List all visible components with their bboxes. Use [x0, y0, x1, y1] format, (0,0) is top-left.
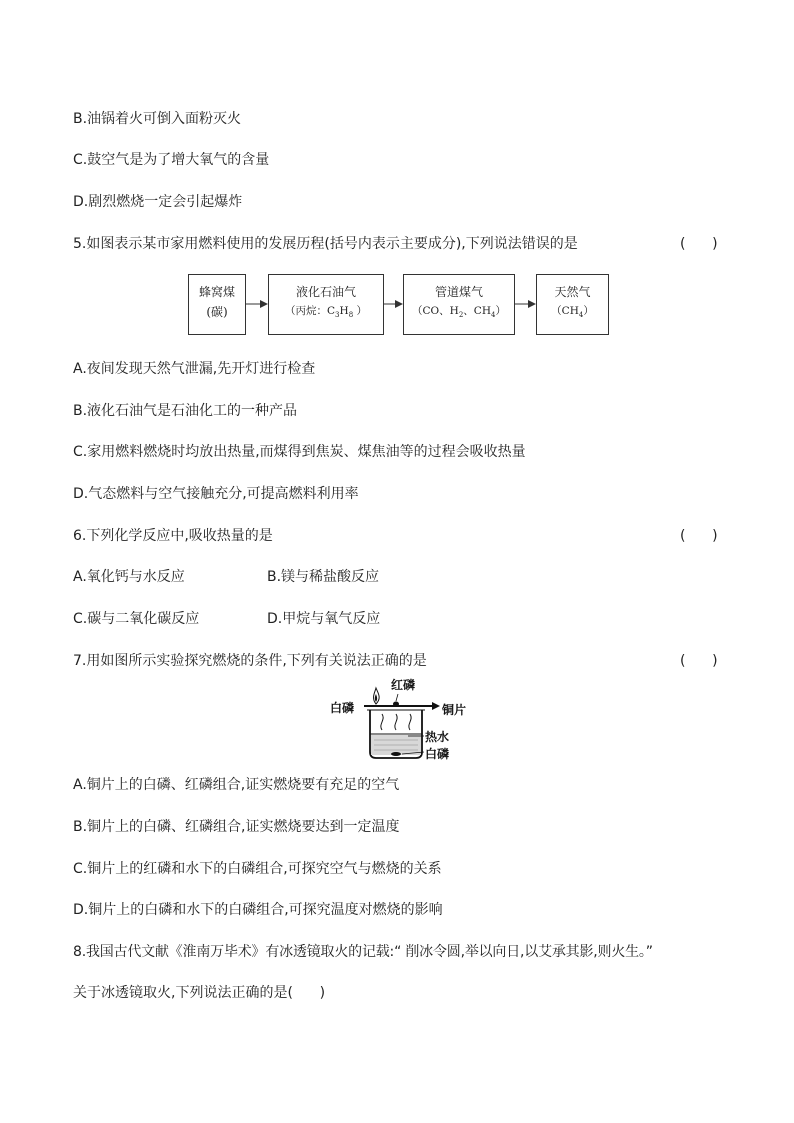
q4-option-b: B.油锅着火可倒入面粉灭火 — [73, 111, 242, 127]
q5-answer-bracket: ( ) — [680, 236, 718, 252]
q7-option-a: A.铜片上的白磷、红磷组合,证实燃烧要有充足的空气 — [73, 777, 400, 793]
flow-arrow-icon — [515, 298, 536, 310]
flow-box-name: 蜂窝煤 — [198, 285, 235, 299]
q6-answer-bracket: ( ) — [680, 528, 718, 544]
q5-stem: 5.如图表示某市家用燃料使用的发展历程(括号内表示主要成分),下列说法错误的是 — [73, 236, 578, 252]
q7-stem: 7.用如图所示实验探究燃烧的条件,下列有关说法正确的是 — [73, 653, 427, 669]
flow-box-composition: （CO、$H_2$、$CH_4$） — [412, 305, 506, 320]
q4-option-c: C.鼓空气是为了增大氧气的含量 — [73, 152, 270, 168]
label-white-phosphorus-on-copper: 白磷 — [330, 701, 355, 715]
flow-box-name: 管道煤气 — [434, 285, 483, 299]
flow-arrow-icon — [246, 298, 268, 310]
q8-stem-line1: 8.我国古代文献《淮南万毕术》有冰透镜取火的记载:“ 削冰令圆,举以向日,以艾承其影,则火生。” — [73, 944, 653, 960]
q5-option-a: A.夜间发现天然气泄漏,先开灯进行检查 — [73, 361, 316, 377]
flow-box-natural-gas — [536, 274, 609, 335]
q5-option-c: C.家用燃料燃烧时均放出热量,而煤得到焦炭、煤焦油等的过程会吸收热量 — [73, 444, 526, 460]
flow-box-composition: (碳) — [206, 305, 228, 319]
flow-box-honeycomb-coal — [188, 274, 246, 335]
q4-option-d: D.剧烈燃烧一定会引起爆炸 — [73, 194, 243, 210]
flow-arrow-icon — [384, 298, 403, 310]
label-white-phosphorus-underwater: 白磷 — [425, 747, 450, 761]
flow-box-pipeline-gas — [403, 274, 515, 335]
q6-option-b: B.镁与稀盐酸反应 — [267, 569, 380, 585]
q6-option-d: D.甲烷与氧气反应 — [267, 611, 381, 627]
label-hot-water: 热水 — [425, 730, 450, 744]
q6-stem: 6.下列化学反应中,吸收热量的是 — [73, 528, 273, 544]
flow-box-lpg — [268, 274, 384, 335]
q7-option-c: C.铜片上的红磷和水下的白磷组合,可探究空气与燃烧的关系 — [73, 861, 442, 877]
flow-box-name: 天然气 — [554, 285, 591, 299]
q6-option-a: A.氧化钙与水反应 — [73, 569, 185, 585]
q5-option-d: D.气态燃料与空气接触充分,可提高燃料利用率 — [73, 486, 359, 502]
q7-answer-bracket: ( ) — [680, 653, 718, 669]
flow-box-name: 液化石油气 — [295, 285, 356, 299]
flow-box-composition: $(CH_4)$ — [551, 305, 594, 320]
q6-option-c: C.碳与二氧化碳反应 — [73, 611, 200, 627]
q7-option-d: D.铜片上的白磷和水下的白磷组合,可探究温度对燃烧的影响 — [73, 902, 443, 918]
label-copper-sheet: 铜片 — [442, 703, 467, 717]
q5-option-b: B.液化石油气是石油化工的一种产品 — [73, 403, 298, 419]
label-red-phosphorus: 红磷 — [391, 678, 416, 692]
flow-box-composition: （丙烷：$C_3H_8$ ） — [285, 305, 367, 320]
q7-option-b: B.铜片上的白磷、红磷组合,证实燃烧要达到一定温度 — [73, 819, 400, 835]
q8-stem-line2: 关于冰透镜取火,下列说法正确的是( ) — [73, 985, 326, 1001]
